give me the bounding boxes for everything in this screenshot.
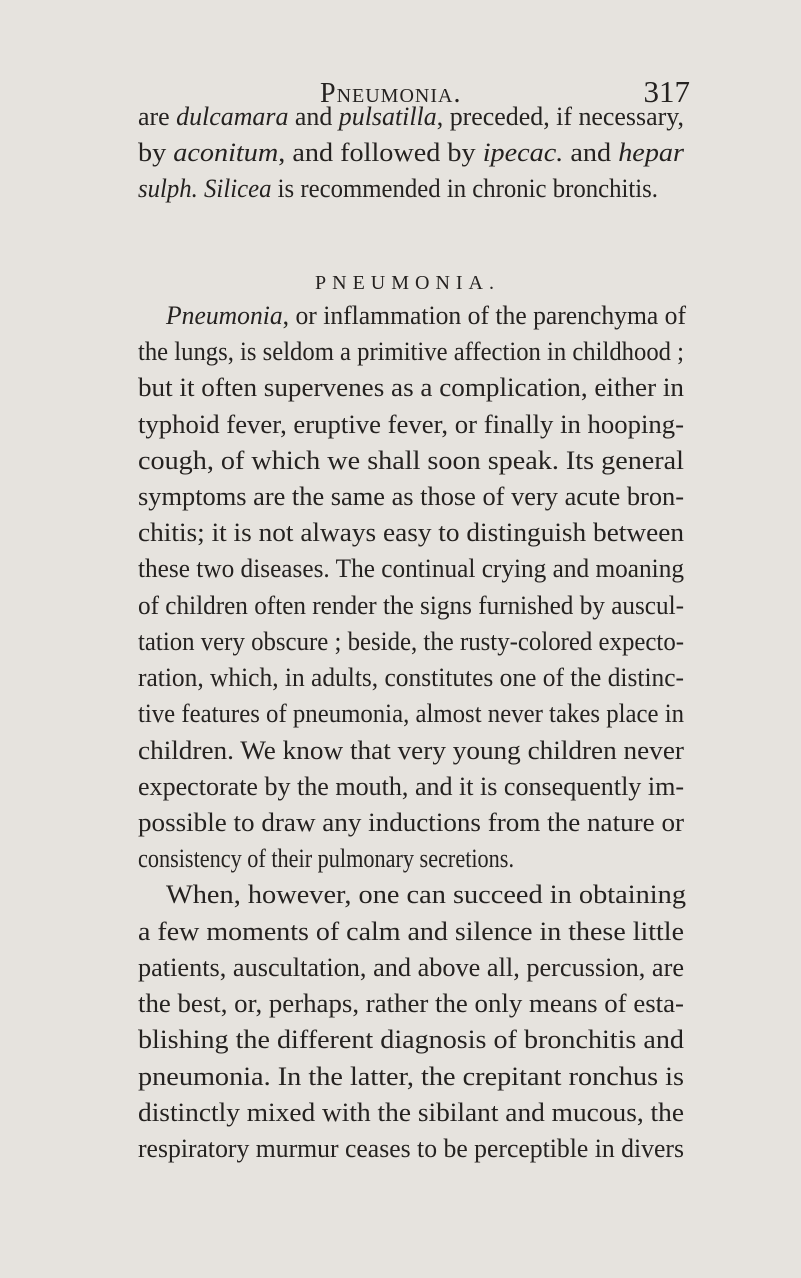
text-segment: blishing the different diagnosis of bronchitis and [138,1024,684,1054]
text-line-content [138,333,684,369]
text-segment: distinctly mixed with the sibilant and mucous, the [138,1097,684,1127]
text-segment: and [563,137,619,167]
italic-text: Pneumonia [166,300,283,330]
italic-text: ipecac. [482,137,564,167]
text-segment: ration, which, in adults, constitutes one of the distinc- [138,662,684,692]
text-line-content [138,840,514,876]
text-line-content [138,1021,684,1057]
text-segment: children. We know that very young children never [138,735,684,765]
text-line-content [138,550,684,586]
text-line-content [138,985,684,1021]
text-segment: typhoid fever, eruptive fever, or finally in hooping- [138,409,684,439]
text-segment: chitis; it is not always easy to distinguish between [138,517,684,547]
text-segment: respiratory murmur ceases to be perceptible in divers [138,1133,684,1163]
text-line-content [138,732,684,768]
text-line-content [138,369,684,405]
text-line-content [138,98,684,134]
section-heading-text: PNEUMONIA. [315,272,500,294]
text-line-content [138,442,684,478]
italic-text: hepar [618,137,684,167]
text-line-content [138,623,684,659]
text-segment: consistency of their pulmonary secretions. [138,843,514,873]
text-line-content [138,406,684,442]
text-segment: is recommended in chronic bronchitis. [271,173,658,203]
text-line-content [138,804,684,840]
text-line-content [138,1058,684,1094]
text-line-content [138,587,684,623]
italic-text: dulcamara [176,101,289,131]
text-segment: When, however, one can succeed in obtaining [166,879,686,909]
text-segment: cough, of which we shall soon speak. Its general [138,445,684,475]
text-segment: , or inflammation of the parenchyma of [282,300,686,330]
text-line-content [138,134,684,170]
text-segment: tation very obscure ; beside, the rusty-colored expecto- [138,626,684,656]
text-segment: the best, or, perhaps, rather the only means of esta- [138,988,684,1018]
running-title: Pneumonia. [320,78,462,109]
italic-text: aconitum [173,137,279,167]
text-segment: , and followed by [278,137,483,167]
italic-text: pulsatilla [338,101,437,131]
text-segment: pneumonia. In the latter, the crepitant ronchus is [138,1061,684,1091]
text-line-content [138,768,684,804]
text-line-content [138,514,684,550]
text-segment: and [288,101,339,131]
text-line-content [138,1094,684,1130]
text-segment: are [138,101,177,131]
text-segment: possible to draw any inductions from the nature or [138,807,684,837]
text-segment: of children often render the signs furnished by auscul- [138,590,684,620]
text-segment: patients, auscultation, and above all, percussion, are [138,952,684,982]
page-number: 317 [643,74,690,109]
text-segment: expectorate by the mouth, and it is consequently im- [138,771,684,801]
section-heading [0,268,801,298]
text-segment: but it often supervenes as a complication, either in [138,372,684,402]
text-line-content [166,876,686,912]
italic-text: sulph. Silicea [138,173,272,203]
text-segment: by [138,137,174,167]
text-segment: the lungs, is seldom a primitive affection in childhood ; [138,336,684,366]
text-segment: symptoms are the same as those of very acute bron- [138,481,684,511]
text-line-content [138,695,684,731]
text-line-content [166,297,686,333]
text-line-content [138,659,684,695]
text-segment: these two diseases. The continual crying and moaning [138,553,684,583]
text-line-content [138,913,684,949]
text-line-content [138,1130,684,1166]
text-segment: , preceded, if necessary, [436,101,684,131]
text-line-content [138,949,684,985]
text-line-content [138,478,684,514]
text-segment: tive features of pneumonia, almost never takes place in [138,698,684,728]
text-line-content [138,170,658,206]
text-segment: a few moments of calm and silence in these little [138,916,684,946]
